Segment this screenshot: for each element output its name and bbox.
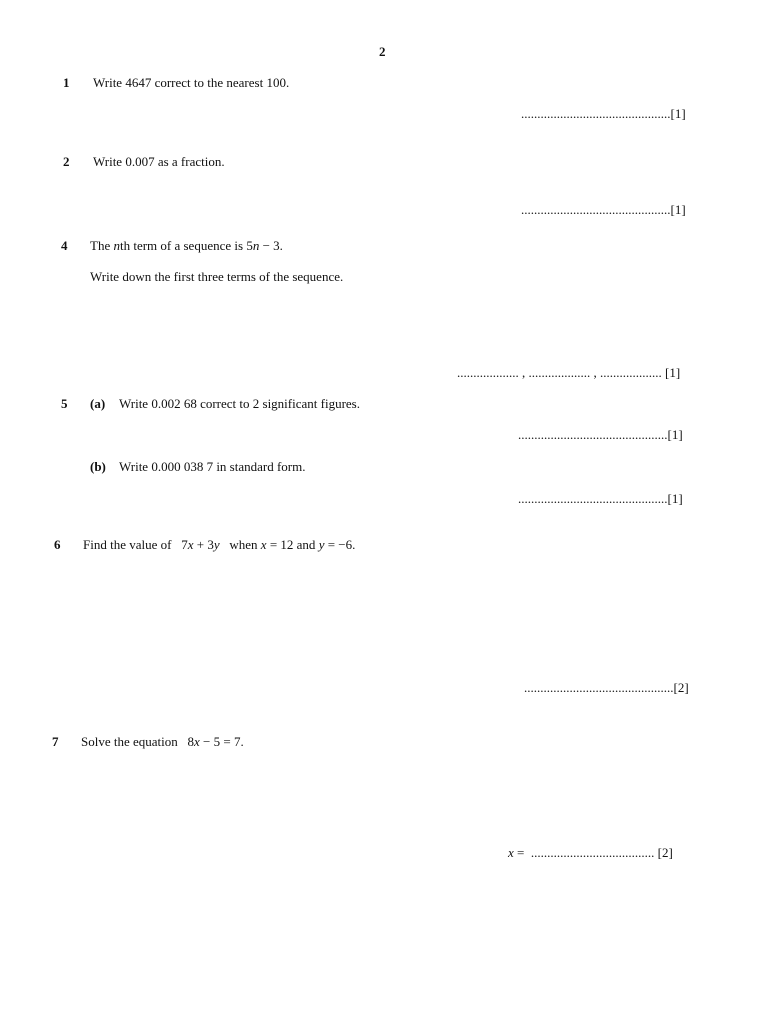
marks: [1]	[670, 202, 686, 217]
question-5b-text: Write 0.000 038 7 in standard form.	[119, 459, 306, 474]
question-4-instruction: Write down the first three terms of the sequence.	[90, 269, 344, 284]
answer-dots: ..............................................	[521, 106, 671, 121]
question-7-text: Solve the equation 8x − 5 = 7.	[81, 734, 244, 749]
question-4-text: The nth term of a sequence is 5n − 3.	[90, 238, 283, 253]
answer-equals: =	[513, 845, 525, 860]
part-b-label: (b)	[90, 459, 106, 474]
question-number-7: 7	[52, 734, 59, 749]
answer-variable: x	[508, 845, 514, 860]
question-2-text: Write 0.007 as a fraction.	[93, 154, 225, 169]
question-number-4: 4	[61, 238, 68, 253]
question-7-answer-line[interactable]	[508, 845, 673, 861]
question-4-answer-line[interactable]	[457, 365, 680, 381]
answer-dots: ..............................................	[518, 427, 668, 442]
question-1-text: Write 4647 correct to the nearest 100.	[93, 75, 290, 90]
answer-dots: ..............................................	[521, 202, 671, 217]
question-number-1: 1	[63, 75, 70, 90]
marks: [2]	[673, 680, 689, 695]
question-5a-answer-line[interactable]	[518, 427, 683, 443]
marks: [1]	[670, 106, 686, 121]
question-2-answer-line[interactable]	[521, 202, 686, 218]
question-number-2: 2	[63, 154, 70, 169]
answer-dots: ......................................	[530, 845, 655, 860]
marks: [1]	[667, 491, 683, 506]
marks: [2]	[657, 845, 673, 860]
question-6-text: Find the value of 7x + 3y when x = 12 and y = −6.	[83, 537, 356, 552]
question-number-6: 6	[54, 537, 61, 552]
answer-dots: ................... , ................... , ...................	[457, 365, 662, 380]
answer-dots: ..............................................	[524, 680, 674, 695]
question-1-answer-line[interactable]	[521, 106, 686, 122]
question-number-5: 5	[61, 396, 68, 411]
marks: [1]	[665, 365, 681, 380]
question-5b-answer-line[interactable]	[518, 491, 683, 507]
marks: [1]	[667, 427, 683, 442]
part-a-label: (a)	[90, 396, 106, 411]
question-5a-text: Write 0.002 68 correct to 2 significant figures.	[119, 396, 360, 411]
answer-dots: ..............................................	[518, 491, 668, 506]
question-6-answer-line[interactable]	[524, 680, 689, 696]
page-number: 2	[379, 44, 386, 59]
